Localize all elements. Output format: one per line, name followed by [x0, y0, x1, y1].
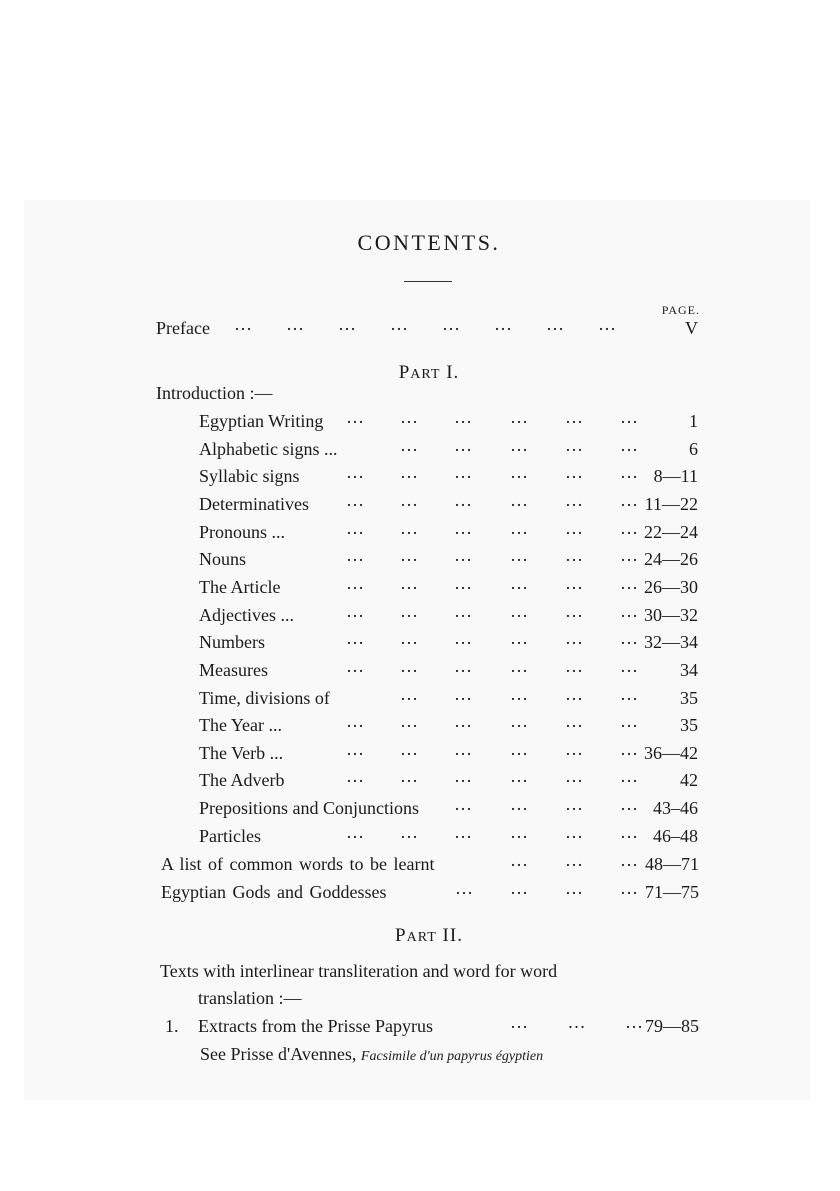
leader-dots: …	[565, 850, 584, 870]
see-also-title: Facsimile d'un papyrus égyptien	[360, 1049, 544, 1064]
toc-row[interactable]	[0, 850, 699, 880]
toc-label: Prepositions and Conjunctions	[199, 798, 419, 819]
toc-page: V	[685, 318, 698, 338]
toc-label: Egyptian Gods and Goddesses	[161, 882, 387, 902]
toc-item-number: 1.	[165, 1016, 179, 1036]
toc-row[interactable]: The Verb ... … … … … … … 36—42	[199, 738, 698, 763]
toc-row-item1[interactable]	[165, 1012, 699, 1042]
texts-heading-line2: translation :—	[198, 988, 302, 1008]
toc-page: 36—42	[644, 742, 698, 763]
leader-dots: …	[510, 850, 529, 870]
leader-dots: … … …	[510, 1012, 644, 1032]
toc-row[interactable]: Numbers … … … … … … 32—34	[199, 628, 698, 653]
toc-row[interactable]: Alphabetic signs ... … … … … … 6	[199, 434, 698, 459]
toc-page: 42	[680, 770, 698, 791]
toc-row[interactable]: The Year ... … … … … … … 35	[199, 711, 698, 736]
toc-label: Extracts from the Prisse Papyrus	[198, 1016, 433, 1036]
toc-row[interactable]: Time, divisions of … … … … … 35	[199, 683, 698, 708]
toc-label: Syllabic signs	[199, 466, 300, 487]
toc-row[interactable]: Determinatives … … … … … … 11—22	[199, 489, 698, 514]
toc-row[interactable]: Prepositions and Conjunctions … … … … 43–46	[199, 794, 698, 819]
toc-label: The Year ...	[199, 715, 282, 736]
toc-page: 8—11	[653, 466, 698, 487]
toc-page: 1	[689, 411, 698, 431]
toc-label: A list of common words to be learnt	[161, 854, 435, 874]
toc-page: 46–48	[653, 825, 698, 846]
toc-row[interactable]: Measures … … … … … … 34	[199, 655, 698, 680]
leader-dots: … … … … … … … …	[234, 314, 617, 334]
toc-label: The Verb ...	[199, 742, 284, 763]
leader-dots: …	[455, 878, 474, 898]
toc-label: Pronouns ...	[199, 521, 286, 542]
leader-dots: …	[620, 878, 639, 898]
toc-label: Particles	[199, 825, 261, 846]
toc-label: The Article	[199, 576, 281, 597]
leader-dots: …	[620, 850, 639, 870]
toc-label: Egyptian Writing	[199, 411, 324, 431]
texts-heading-line1: Texts with interlinear transliteration and word for word	[160, 961, 558, 981]
toc-label: Preface	[156, 318, 210, 338]
toc-label: Nouns	[199, 549, 247, 570]
toc-row[interactable]: The Article … … … … … … 26—30	[199, 572, 698, 597]
toc-row[interactable]: Pronouns ... … … … … … … 22—24	[199, 517, 698, 542]
toc-label: Time, divisions of	[199, 687, 330, 708]
toc-row[interactable]: Syllabic signs … … … … … … 8—11	[199, 462, 698, 487]
toc-page: 79—85	[645, 1016, 699, 1036]
toc-row[interactable]: Particles … … … … … … 46–48	[199, 821, 698, 846]
toc-page: 22—24	[644, 521, 698, 542]
toc-row[interactable]: Egyptian Writing … … … … … … 1	[199, 407, 698, 431]
toc-row[interactable]: The Adverb … … … … … … 42	[199, 766, 698, 791]
page-title: CONTENTS.	[357, 230, 501, 255]
see-also-note	[200, 1044, 543, 1065]
toc-label: Numbers	[199, 632, 265, 653]
page-column-label: PAGE.	[661, 303, 700, 317]
toc-page: 35	[680, 715, 698, 736]
toc-page: 11—22	[644, 493, 698, 514]
toc-label: Alphabetic signs ...	[199, 438, 338, 459]
toc-page: 30—32	[644, 604, 698, 625]
title-rule	[404, 281, 452, 282]
see-also-prefix: See Prisse d'Avennes,	[200, 1044, 357, 1064]
toc-row[interactable]: Nouns … … … … … … 24—26	[199, 545, 698, 570]
toc-page: 24—26	[644, 549, 698, 570]
introduction-heading: Introduction :—	[156, 383, 273, 403]
toc-page: 6	[689, 438, 698, 459]
leader-dots: …	[510, 878, 529, 898]
toc-page: 35	[680, 687, 698, 708]
toc-page: 71—75	[645, 882, 699, 902]
toc-label: Adjectives ...	[199, 604, 294, 625]
toc-page: 34	[680, 659, 698, 680]
toc-page: 43–46	[653, 798, 698, 819]
toc-label: Measures	[199, 659, 268, 680]
part-heading-1: PART I.	[398, 362, 460, 383]
toc-page: 32—34	[644, 632, 698, 653]
toc-row[interactable]	[0, 878, 699, 908]
leader-dots: …	[565, 878, 584, 898]
toc-page: 26—30	[644, 576, 698, 597]
toc-page: 48—71	[645, 854, 699, 874]
toc-row[interactable]: Adjectives ... … … … … … … 30—32	[199, 600, 698, 625]
part-heading-2: PART II.	[395, 925, 463, 946]
toc-label: Determinatives	[199, 493, 309, 514]
toc-row-preface[interactable]	[156, 314, 698, 344]
toc-label: The Adverb	[199, 770, 285, 791]
